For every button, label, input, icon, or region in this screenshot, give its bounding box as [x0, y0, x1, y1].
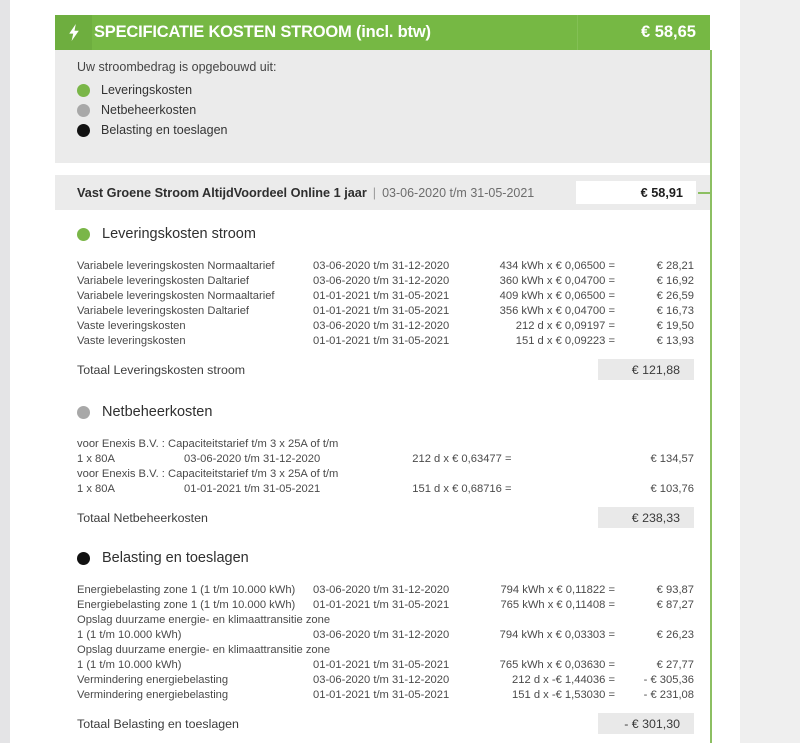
section-title: Leveringskosten stroom: [102, 226, 256, 242]
table-row: [55, 659, 710, 674]
line-item-description: Opslag duurzame energie- en klimaattransitie zone: [77, 614, 331, 626]
line-item-description: Vermindering energiebelasting: [77, 689, 229, 701]
line-item-period: 03-06-2020 t/m 31-12-2020: [313, 260, 450, 272]
table-row: [55, 290, 710, 305]
section-leveringskosten-stroom: [55, 222, 710, 380]
line-item-amount: € 26,59: [656, 290, 694, 302]
line-item-description: Energiebelasting zone 1 (1 t/m 10.000 kWh): [77, 599, 296, 611]
line-item-quantity-rate: 765 kWh x € 0,11408 =: [500, 599, 615, 611]
table-row: [55, 614, 710, 629]
line-item-amount: - € 231,08: [643, 689, 694, 701]
section-total-amount: € 121,88: [631, 362, 680, 377]
line-item-period: 03-06-2020 t/m 31-12-2020: [313, 629, 450, 641]
line-item-period: 01-01-2021 t/m 31-05-2021: [313, 599, 450, 611]
green-connector-line: [710, 50, 712, 743]
table-row: [55, 629, 710, 644]
line-item-amount: € 16,73: [656, 305, 694, 317]
line-item-period: 03-06-2020 t/m 31-12-2020: [313, 275, 450, 287]
line-item-description: Variabele leveringskosten Normaaltarief: [77, 290, 275, 302]
line-item-spacer: [485, 644, 710, 659]
product-separator: |: [372, 185, 377, 200]
line-item-period: 01-01-2021 t/m 31-05-2021: [313, 305, 450, 317]
line-item-period: 01-01-2021 t/m 31-05-2021: [313, 659, 450, 671]
legend-label-leveringskosten: Leveringskosten: [101, 83, 193, 97]
legend-block: [55, 50, 710, 163]
table-row: [55, 438, 710, 453]
table-row: [55, 584, 710, 599]
legend-list: [77, 80, 227, 140]
line-item-description: Vaste leveringskosten: [77, 320, 186, 332]
line-item-description: voor Enexis B.V. : Capaciteitstarief t/m 3 x 25A of t/m: [77, 468, 339, 480]
section-title: Belasting en toeslagen: [102, 550, 249, 566]
line-item-quantity-rate: 356 kWh x € 0,04700 =: [499, 305, 615, 317]
line-item-description: Energiebelasting zone 1 (1 t/m 10.000 kWh): [77, 584, 296, 596]
line-item-spacer: [485, 614, 710, 629]
table-row: [55, 674, 710, 689]
line-item-quantity-rate: 794 kWh x € 0,03303 =: [499, 629, 615, 641]
line-item-table: [55, 260, 710, 350]
section-header: [55, 400, 710, 424]
line-item-amount: - € 305,36: [643, 674, 694, 686]
section-bullet-icon: [77, 406, 90, 419]
line-item-description: Variabele leveringskosten Normaaltarief: [77, 260, 275, 272]
section-total-amount: - € 301,30: [624, 716, 680, 731]
table-row: [55, 453, 710, 468]
invoice-sheet: [10, 0, 740, 743]
line-item-period: 01-01-2021 t/m 31-05-2021: [313, 290, 450, 302]
legend-item-netbeheerkosten: [77, 100, 227, 120]
specification-header: [55, 15, 710, 50]
table-row: [55, 275, 710, 290]
line-item-spacer: [313, 438, 710, 453]
section-title: Netbeheerkosten: [102, 404, 213, 420]
table-row: [55, 689, 710, 704]
product-period: 03-06-2020 t/m 31-05-2021: [382, 185, 535, 200]
specification-total-amount: € 58,65: [640, 23, 696, 41]
legend-item-belasting: [77, 120, 227, 140]
section-total-row: [55, 359, 710, 380]
line-item-period: 01-01-2021 t/m 31-05-2021: [313, 689, 450, 701]
section-total-row: [55, 713, 710, 734]
line-item-description: 1 x 80A: [77, 453, 115, 465]
line-item-amount: € 27,77: [656, 659, 694, 671]
line-item-amount: € 13,93: [656, 335, 694, 347]
table-row: [55, 305, 710, 320]
line-item-description: Opslag duurzame energie- en klimaattransitie zone: [77, 644, 331, 656]
lightning-bolt-icon: [55, 15, 92, 50]
specification-title: SPECIFICATIE KOSTEN STROOM (incl. btw): [94, 23, 431, 41]
legend-label-netbeheerkosten: Netbeheerkosten: [101, 103, 197, 117]
line-item-quantity-rate: 151 d x € 0,09223 =: [515, 335, 615, 347]
line-item-period: 03-06-2020 t/m 31-12-2020: [313, 584, 450, 596]
legend-label-belasting: Belasting en toeslagen: [101, 123, 228, 137]
section-bullet-icon: [77, 552, 90, 565]
section-header: [55, 222, 710, 246]
line-item-description: 1 (1 t/m 10.000 kWh): [77, 629, 182, 641]
table-row: [55, 320, 710, 335]
line-item-description: 1 x 80A: [77, 483, 115, 495]
line-item-amount: € 103,76: [650, 483, 694, 495]
line-item-amount: € 26,23: [656, 629, 694, 641]
product-summary-bar: [55, 175, 710, 210]
line-item-description: Variabele leveringskosten Daltarief: [77, 305, 250, 317]
section-netbeheerkosten: [55, 400, 710, 528]
legend-item-leveringskosten: [77, 80, 227, 100]
line-item-table: [55, 438, 710, 498]
table-row: [55, 260, 710, 275]
section-total-label: Totaal Leveringskosten stroom: [77, 362, 246, 377]
section-total-label: Totaal Netbeheerkosten: [77, 510, 208, 525]
line-item-period: 01-01-2021 t/m 31-05-2021: [184, 483, 321, 495]
table-row: [55, 335, 710, 350]
table-row: [55, 483, 710, 498]
line-item-quantity-rate: 151 d x -€ 1,53030 =: [512, 689, 615, 701]
line-item-amount: € 134,57: [650, 453, 694, 465]
line-item-amount: € 16,92: [656, 275, 694, 287]
line-item-amount: € 93,87: [656, 584, 694, 596]
line-item-quantity-rate: 151 d x € 0,68716 =: [412, 483, 512, 495]
line-item-description: Variabele leveringskosten Daltarief: [77, 275, 250, 287]
line-item-quantity-rate: 212 d x € 0,63477 =: [412, 453, 512, 465]
legend-intro-text: Uw stroombedrag is opgebouwd uit:: [77, 60, 277, 74]
section-total-row: [55, 507, 710, 528]
section-total-box: [598, 507, 694, 528]
line-item-description: 1 (1 t/m 10.000 kWh): [77, 659, 182, 671]
line-item-spacer: [313, 468, 710, 483]
legend-dot-gray: [77, 104, 90, 117]
line-item-amount: € 87,27: [656, 599, 694, 611]
line-item-quantity-rate: 212 d x € 0,09197 =: [515, 320, 615, 332]
line-item-period: 03-06-2020 t/m 31-12-2020: [184, 453, 321, 465]
section-total-box: [598, 359, 694, 380]
section-header: [55, 546, 710, 570]
section-belasting-en-toeslagen: [55, 546, 710, 734]
table-row: [55, 599, 710, 614]
legend-dot-black: [77, 124, 90, 137]
line-item-quantity-rate: 409 kWh x € 0,06500 =: [499, 290, 615, 302]
green-connector-tick: [698, 192, 710, 194]
product-name: Vast Groene Stroom AltijdVoordeel Online 1 jaar: [77, 185, 367, 200]
line-item-quantity-rate: 360 kWh x € 0,04700 =: [499, 275, 615, 287]
line-item-quantity-rate: 212 d x -€ 1,44036 =: [512, 674, 615, 686]
line-item-amount: € 28,21: [656, 260, 694, 272]
line-item-period: 03-06-2020 t/m 31-12-2020: [313, 320, 450, 332]
line-item-quantity-rate: 434 kWh x € 0,06500 =: [499, 260, 615, 272]
line-item-quantity-rate: 765 kWh x € 0,03630 =: [499, 659, 615, 671]
line-item-description: voor Enexis B.V. : Capaciteitstarief t/m 3 x 25A of t/m: [77, 438, 339, 450]
line-item-description: Vaste leveringskosten: [77, 335, 186, 347]
line-item-quantity-rate: 794 kWh x € 0,11822 =: [500, 584, 615, 596]
page-right-margin: [739, 0, 800, 743]
line-item-period: 01-01-2021 t/m 31-05-2021: [313, 335, 450, 347]
line-item-description: Vermindering energiebelasting: [77, 674, 229, 686]
line-item-amount: € 19,50: [656, 320, 694, 332]
line-item-table: [55, 584, 710, 704]
section-total-box: [598, 713, 694, 734]
legend-dot-green: [77, 84, 90, 97]
section-total-label: Totaal Belasting en toeslagen: [77, 716, 239, 731]
section-bullet-icon: [77, 228, 90, 241]
section-total-amount: € 238,33: [631, 510, 680, 525]
product-amount: € 58,91: [640, 185, 683, 200]
table-row: [55, 468, 710, 483]
line-item-period: 03-06-2020 t/m 31-12-2020: [313, 674, 450, 686]
table-row: [55, 644, 710, 659]
product-amount-box: [576, 181, 696, 204]
